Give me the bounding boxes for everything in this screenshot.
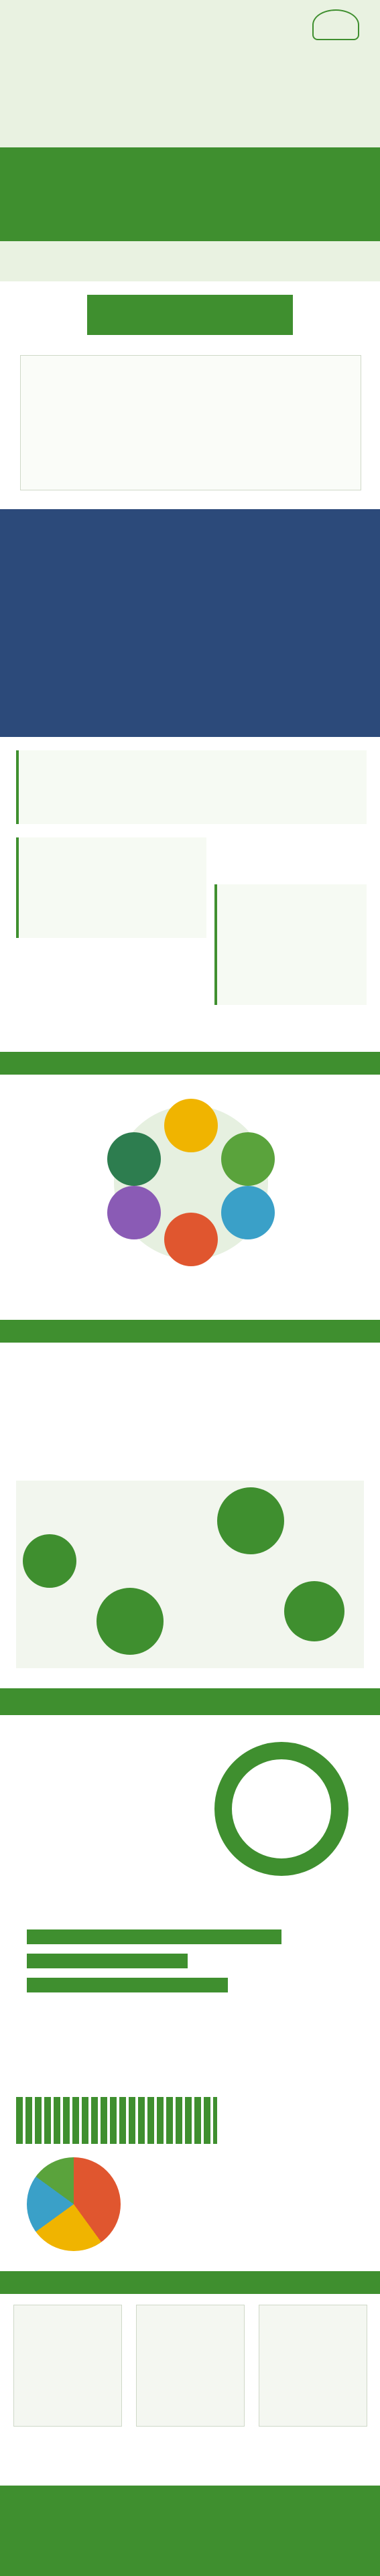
report-section (0, 1688, 380, 2023)
ceremony-photo (0, 509, 380, 737)
survey-bar (27, 1978, 228, 1992)
diagram-petal (164, 1213, 218, 1266)
audience-section (0, 2023, 380, 2264)
text-block (214, 884, 367, 1005)
text-block (16, 750, 367, 824)
promotion-photo-collage (16, 1481, 364, 1668)
booth-card (13, 2305, 122, 2427)
booth-card (136, 2305, 245, 2427)
organizer-list-box (20, 355, 361, 490)
section-header (0, 2271, 380, 2294)
booth-card (259, 2305, 367, 2427)
invitation-title-bar (87, 295, 293, 335)
diagram-petal (164, 1099, 218, 1152)
logo (312, 9, 359, 40)
promotion-section (0, 1313, 380, 1688)
intro-text-section (0, 737, 380, 1045)
stat-bubble (217, 1487, 284, 1554)
stat-bubble (23, 1534, 76, 1588)
section-header (0, 1688, 380, 1715)
date-banner (0, 147, 380, 241)
donut-chart (214, 1742, 349, 1876)
diagram-petal (107, 1186, 161, 1239)
diagram-petal (221, 1186, 275, 1239)
section-header (0, 1320, 380, 1343)
footer-banner (0, 2486, 380, 2576)
scope-diagram (114, 1105, 268, 1260)
stat-bubble (97, 1588, 164, 1655)
pie-chart (27, 2157, 121, 2251)
hero-section (0, 0, 380, 281)
diagram-petal (221, 1132, 275, 1186)
survey-bar (27, 1929, 281, 1944)
stat-bubble (284, 1581, 344, 1641)
scope-section (0, 1045, 380, 1313)
fees-section (0, 2264, 380, 2486)
invitation-section (0, 281, 380, 509)
text-block (16, 837, 206, 938)
people-icon-row (16, 2097, 217, 2144)
survey-bar (27, 1954, 188, 1968)
diagram-petal (107, 1132, 161, 1186)
section-header (0, 1052, 380, 1075)
